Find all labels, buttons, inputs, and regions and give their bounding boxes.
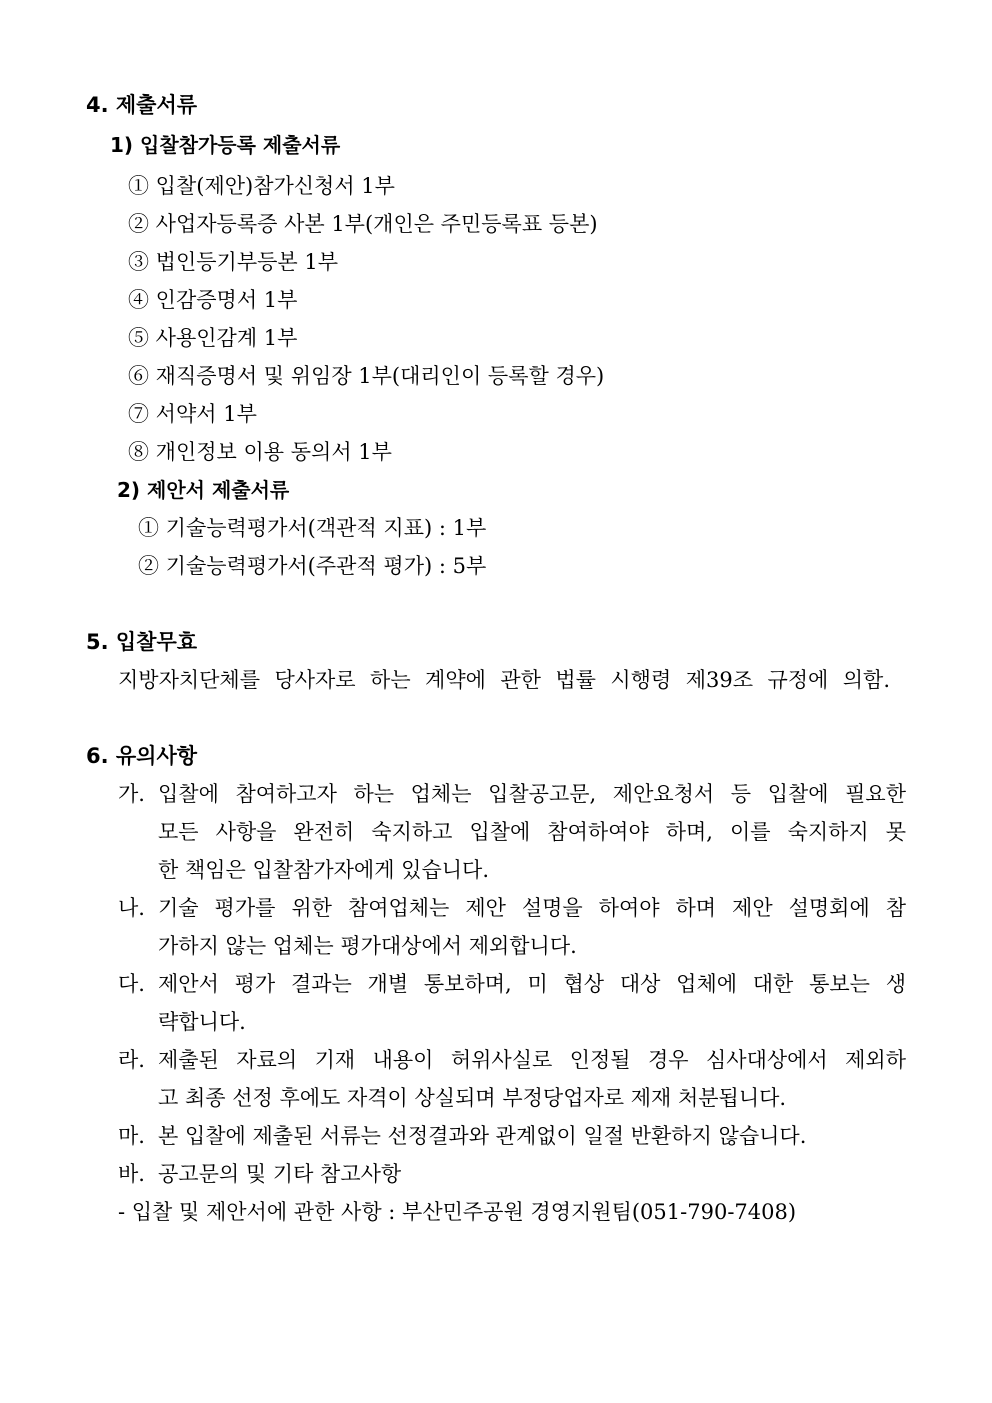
subsection-2-heading: 2) 제안서 제출서류 [117, 478, 290, 502]
list-item: ⑤ 사용인감계 1부 [128, 326, 298, 350]
list-item: ⑥ 재직증명서 및 위임장 1부(대리인이 등록할 경우) [128, 364, 605, 388]
list-item: ④ 인감증명서 1부 [128, 288, 298, 312]
list-marker: 라. [118, 1048, 145, 1072]
list-item: ⑧ 개인정보 이용 동의서 1부 [128, 440, 392, 464]
subsection-1-heading: 1) 입찰참가등록 제출서류 [110, 133, 341, 157]
notice-line: 모든 사항을 완전히 숙지하고 입찰에 참여하여야 하며, 이를 숙지하지 못 [158, 820, 906, 844]
notice-line: 략합니다. [158, 1010, 246, 1034]
list-marker: 가. [118, 782, 145, 806]
contact-line: - 입찰 및 제안서에 관한 사항 : 부산민주공원 경영지원팀(051-790-7408) [118, 1200, 797, 1224]
notice-line: 가하지 않는 업체는 평가대상에서 제외합니다. [158, 934, 577, 958]
notice-line: 본 입찰에 제출된 서류는 선정결과와 관계없이 일절 반환하지 않습니다. [158, 1124, 807, 1148]
list-item: ① 기술능력평가서(객관적 지표) : 1부 [138, 516, 487, 540]
notice-line: 한 책임은 입찰참가자에게 있습니다. [158, 858, 489, 882]
section-6-heading: 6. 유의사항 [86, 744, 198, 768]
section-5-heading: 5. 입찰무효 [86, 630, 198, 654]
section-4-heading: 4. 제출서류 [86, 93, 198, 117]
list-item: ② 기술능력평가서(주관적 평가) : 5부 [138, 554, 487, 578]
notice-line: 제출된 자료의 기재 내용이 허위사실로 인정될 경우 심사대상에서 제외하 [158, 1048, 906, 1072]
list-marker: 마. [118, 1124, 145, 1148]
notice-line: 기술 평가를 위한 참여업체는 제안 설명을 하여야 하며 제안 설명회에 참 [158, 896, 906, 920]
list-marker: 다. [118, 972, 145, 996]
notice-line: 입찰에 참여하고자 하는 업체는 입찰공고문, 제안요청서 등 입찰에 필요한 [158, 782, 906, 806]
notice-line: 고 최종 선정 후에도 자격이 상실되며 부정당업자로 제재 처분됩니다. [158, 1086, 787, 1110]
notice-line: 공고문의 및 기타 참고사항 [158, 1162, 402, 1186]
notice-line: 제안서 평가 결과는 개별 통보하며, 미 협상 대상 업체에 대한 통보는 생 [158, 972, 906, 996]
list-item: ③ 법인등기부등본 1부 [128, 250, 338, 274]
section-5-body: 지방자치단체를 당사자로 하는 계약에 관한 법률 시행령 제39조 규정에 의함. [118, 668, 890, 692]
list-marker: 나. [118, 896, 145, 920]
list-marker: 바. [118, 1162, 145, 1186]
list-item: ① 입찰(제안)참가신청서 1부 [128, 174, 395, 198]
list-item: ⑦ 서약서 1부 [128, 402, 257, 426]
list-item: ② 사업자등록증 사본 1부(개인은 주민등록표 등본) [128, 212, 598, 236]
